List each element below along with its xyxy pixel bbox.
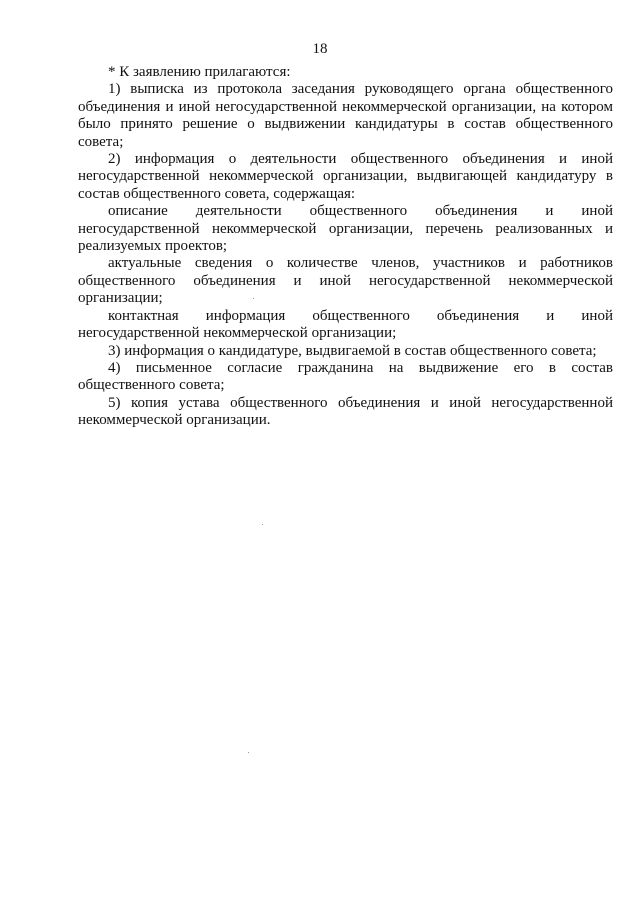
scan-speck <box>248 752 249 753</box>
page-number: 18 <box>312 41 328 57</box>
attachments-heading: * К заявлению прилагаются: <box>108 64 291 80</box>
attachment-item-2: 2) информация о деятельности общественного объединения и иной негосударственной некоммерческой организации, выдвигающей кандидатуру в состав общественного совета, содержащая: <box>78 151 613 202</box>
attachment-item-5: 5) копия устава общественного объединения и иной негосударственной некоммерческой организации. <box>78 394 613 429</box>
attachment-subitem-contacts: контактная информация общественного объединения и иной негосударственной некоммерческой организации; <box>78 307 613 342</box>
scan-speck <box>262 524 263 525</box>
attachment-subitem-description: описание деятельности общественного объединения и иной негосударственной некоммерческой организации, перечень реализованных и реализуемых проектов; <box>78 203 613 255</box>
attachment-item-4: 4) письменное согласие гражданина на выдвижение его в состав общественного совета; <box>78 359 613 394</box>
attachment-subitem-members: актуальные сведения о количестве членов, участников и работников общественного объединения и иной негосударственной некоммерческой организации; <box>78 255 613 307</box>
scan-speck <box>253 298 254 299</box>
attachments-list <box>78 64 613 430</box>
attachment-item-3: 3) информация о кандидатуре, выдвигаемой в состав общественного совета; <box>108 342 597 359</box>
attachment-item-1: 1) выписка из протокола заседания руководящего органа общественного объединения и иной негосударственной некоммерческой организации, на котором было принято решение о выдвижении кандидатуры в состав общественного совета; <box>78 81 613 150</box>
